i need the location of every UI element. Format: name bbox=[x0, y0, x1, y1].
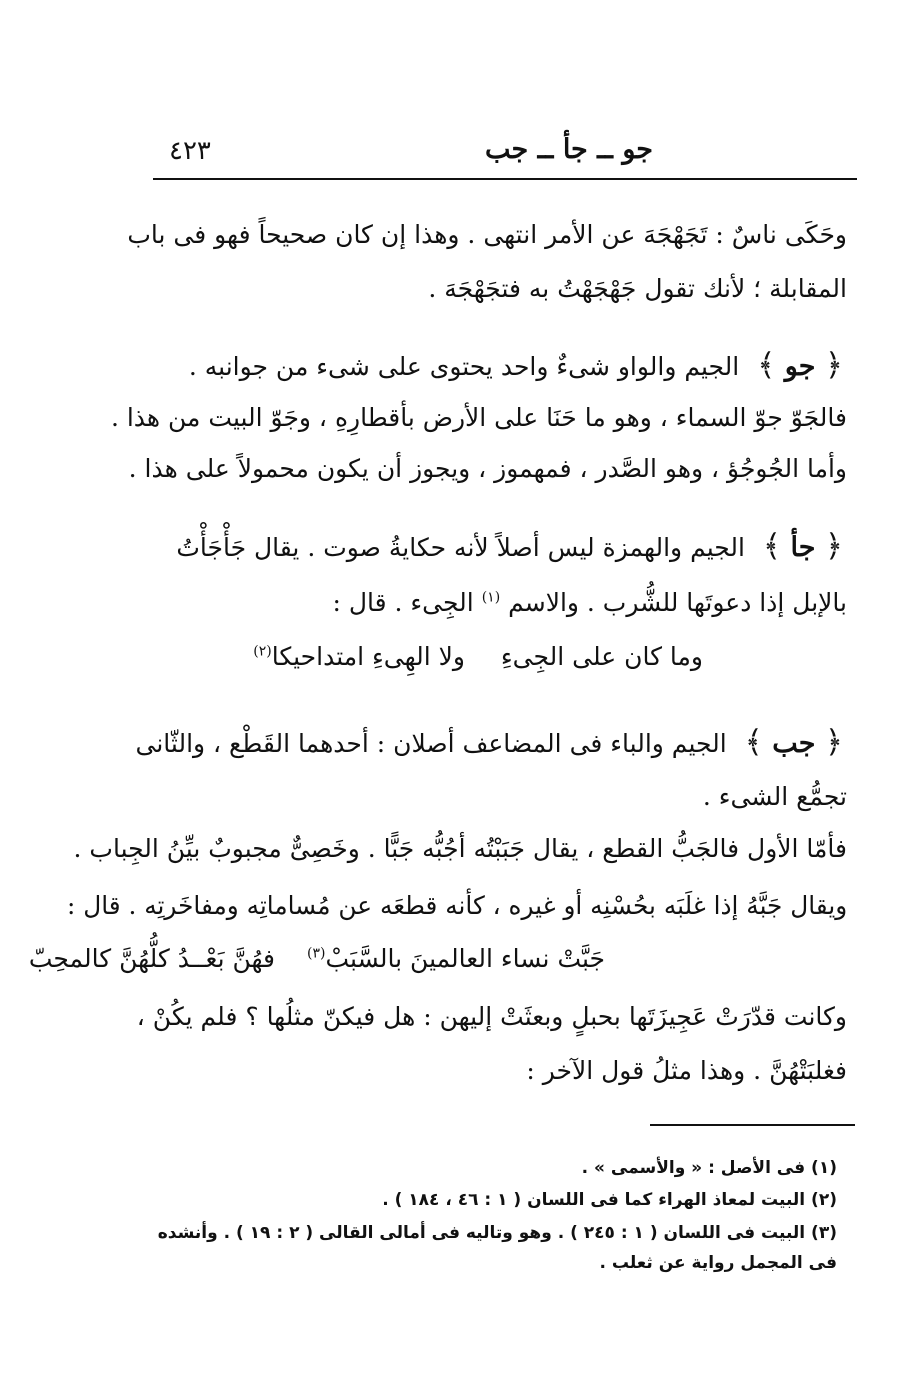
verse-ja-second-text: ولا الهِىءِ امتداحيكا bbox=[271, 642, 465, 671]
page-header bbox=[155, 128, 855, 168]
entry-jw-line-1 bbox=[188, 347, 847, 383]
footnote-ref-3: (٣) bbox=[307, 945, 326, 962]
body-line-1: وحَكَى ناسٌ : تَجَهْجَهَ عن الأمر انتهى . وهذا إن كان صحيحاً فهو فى باب bbox=[127, 220, 847, 249]
verse-jb-first-hemistich bbox=[307, 944, 605, 973]
entry-jb-line-1 bbox=[135, 724, 848, 760]
entry-jb-line-4: ويقال جَبَّهُ إذا غلَبَه بحُسْنِه أو غيره ، كأنه قطعَه عن مُساماتِه ومفاخَرتِه . قال : bbox=[66, 891, 847, 920]
verse-ja-first-hemistich: وما كان على الجِىءِ bbox=[500, 642, 703, 671]
entry-headword-ja: ﴿ جأ ﴾ bbox=[762, 528, 843, 564]
footnote-2: (٢) البيت لمعاذ الهراء كما فى اللسان ( ١ : ٤٦ ، ١٨٤ ) . bbox=[382, 1190, 837, 1210]
entry-jb-text-1: الجيم والباء فى المضاعف أصلان : أحدهما القَطْع ، والثّانى bbox=[135, 729, 727, 758]
body-line-2: المقابلة ؛ لأنك تقول جَهْجَهْتُ به فتجَهْجَهَ . bbox=[428, 274, 847, 303]
entry-ja-line-2 bbox=[332, 590, 847, 615]
entry-ja-text-1: الجيم والهمزة ليس أصلاً لأنه حكايةُ صوت . يقال جَأْجَأْتُ bbox=[176, 533, 745, 562]
entry-jb-line-6: فغلبَتْهُنَّ . وهذا مثلُ قول الآخر : bbox=[526, 1056, 847, 1085]
entry-headword-jw-text: جو bbox=[784, 351, 816, 382]
footnote-3-continued: فى المجمل رواية عن ثعلب . bbox=[599, 1253, 837, 1273]
entry-ja-text-2a: بالإبل إذا دعوتَها للشُّرب . والاسم bbox=[508, 588, 847, 617]
entry-headword-jw: ﴿ جو ﴾ bbox=[757, 347, 843, 383]
entry-jw-line-2: فالجَوّ جوّ السماء ، وهو ما حَنَا على الأرض بأقطارِهِ ، وجَوّ البيت من هذا . bbox=[110, 403, 847, 432]
entry-ja-line-1 bbox=[176, 528, 847, 564]
footnote-1: (١) فى الأصل : « والأسمى » . bbox=[581, 1158, 837, 1178]
entry-ja-text-2b: الجِىء . قال : bbox=[332, 588, 474, 617]
entry-headword-jb-text: جب bbox=[772, 728, 816, 759]
page-number: ٤٢٣ bbox=[169, 136, 211, 166]
verse-jb-first-text: جَبَّتْ نساء العالمينَ بالسَّبَبْ bbox=[325, 944, 605, 973]
verse-ja-second-hemistich bbox=[253, 642, 465, 671]
running-title: جو ــ جأ ــ جب bbox=[485, 134, 653, 165]
entry-jw-text-1: الجيم والواو شىءٌ واحد يحتوى على شىء من جوانبه . bbox=[188, 352, 740, 381]
entry-jb-line-5: وكانت قدّرَتْ عَجِيزَتَها بحبلٍ وبعثَتْ إليهن : هل فيكنّ مثلُها ؟ فلم يكُنْ ، bbox=[136, 1002, 847, 1031]
entry-jw-line-3: وأما الجُوجُؤ ، وهو الصَّدر ، فمهموز ، ويجوز أن يكون محمولاً على هذا . bbox=[128, 454, 847, 483]
header-rule bbox=[153, 178, 857, 180]
footnote-ref-1: (١) bbox=[481, 589, 501, 606]
footnote-rule bbox=[650, 1124, 855, 1126]
entry-headword-jb: ﴿ جب ﴾ bbox=[744, 724, 843, 760]
footnote-3: (٣) البيت فى اللسان ( ١ : ٢٤٥ ) . وهو وتاليه فى أمالى القالى ( ٢ : ١٩ ) . وأنشده bbox=[157, 1223, 837, 1243]
entry-jb-line-3: فأمّا الأول فالجَبُّ القطع ، يقال جَبَبْتُه أجُبُّه جَبًّا . وخَصِىٌّ مجبوبٌ بيِّنُ الجِباب . bbox=[73, 834, 847, 863]
entry-jb-line-2: تجمُّع الشىء . bbox=[702, 782, 847, 811]
entry-headword-ja-text: جأ bbox=[790, 532, 816, 563]
footnote-ref-2: (٢) bbox=[253, 643, 272, 660]
verse-jb-second-hemistich: فهُنَّ بَعْــدُ كلُّهُنَّ كالمحِبّ bbox=[28, 944, 275, 973]
